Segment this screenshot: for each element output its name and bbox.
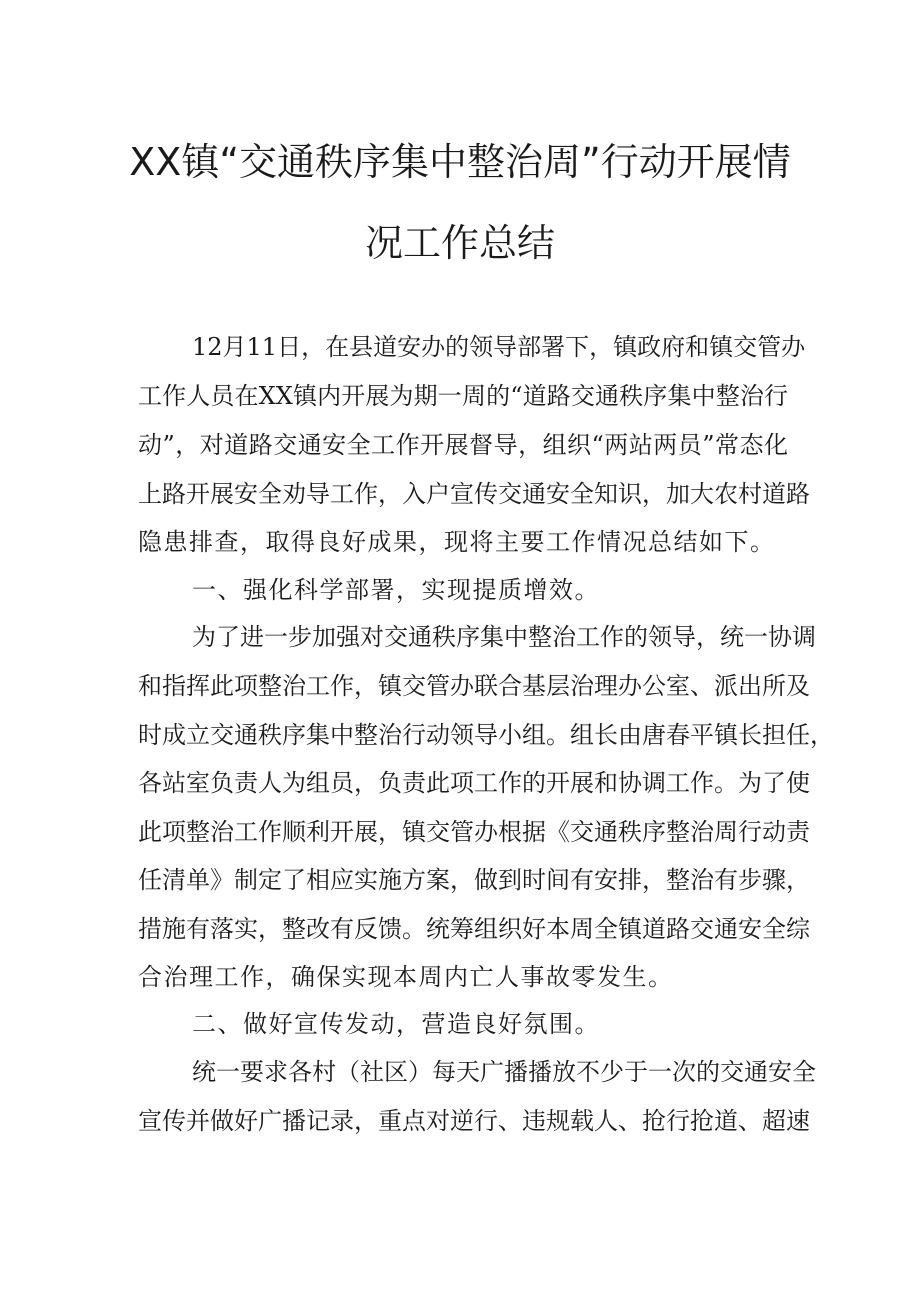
paragraph-line: 12月11日，在县道安办的领导部署下，镇政府和镇交管办: [192, 333, 806, 361]
paragraph-line: 合治理工作，确保实现本周内亡人事故零发生。: [138, 963, 674, 991]
paragraph-line: 措施有落实，整改有反馈。统筹组织好本周全镇道路交通安全综: [138, 915, 810, 943]
paragraph-line: 为了进一步加强对交通秩序集中整治工作的领导，统一协调: [192, 623, 816, 651]
paragraph-line: 统一要求各村（社区）每天广播播放不少于一次的交通安全: [192, 1058, 816, 1086]
paragraph-line: 隐患排查，取得良好成果，现将主要工作情况总结如下。: [138, 528, 776, 556]
paragraph-line: 时成立交通秩序集中整治行动领导小组。组长由唐春平镇长担任，: [138, 721, 834, 749]
paragraph-line: 各站室负责人为组员，负责此项工作的开展和协调工作。为了使: [138, 769, 810, 797]
paragraph-line: 此项整治工作顺利开展，镇交管办根据《交通秩序整治周行动责: [138, 818, 810, 846]
document-title-line-1: XX镇“交通秩序集中整治周”行动开展情: [129, 140, 791, 184]
paragraph-line: 宣传并做好广播记录，重点对逆行、违规载人、抢行抢道、超速: [138, 1107, 810, 1135]
paragraph-line: 工作人员在XX镇内开展为期一周的“道路交通秩序集中整治行: [138, 382, 788, 410]
paragraph-line: 和指挥此项整治工作，镇交管办联合基层治理办公室、派出所及: [138, 672, 810, 700]
paragraph-line: 上路开展安全劝导工作，入户宣传交通安全知识，加大农村道路: [138, 480, 810, 508]
section-heading-1: 一、强化科学部署，实现提质增效。: [192, 576, 600, 604]
document-title-line-2: 况工作总结: [364, 221, 555, 265]
paragraph-line: 任清单》制定了相应实施方案，做到时间有安排，整治有步骤，: [138, 866, 810, 894]
section-heading-2: 二、做好宣传发动，营造良好氛围。: [192, 1010, 600, 1038]
paragraph-line: 动”，对道路交通安全工作开展督导，组织“两站两员”常态化: [138, 431, 788, 459]
